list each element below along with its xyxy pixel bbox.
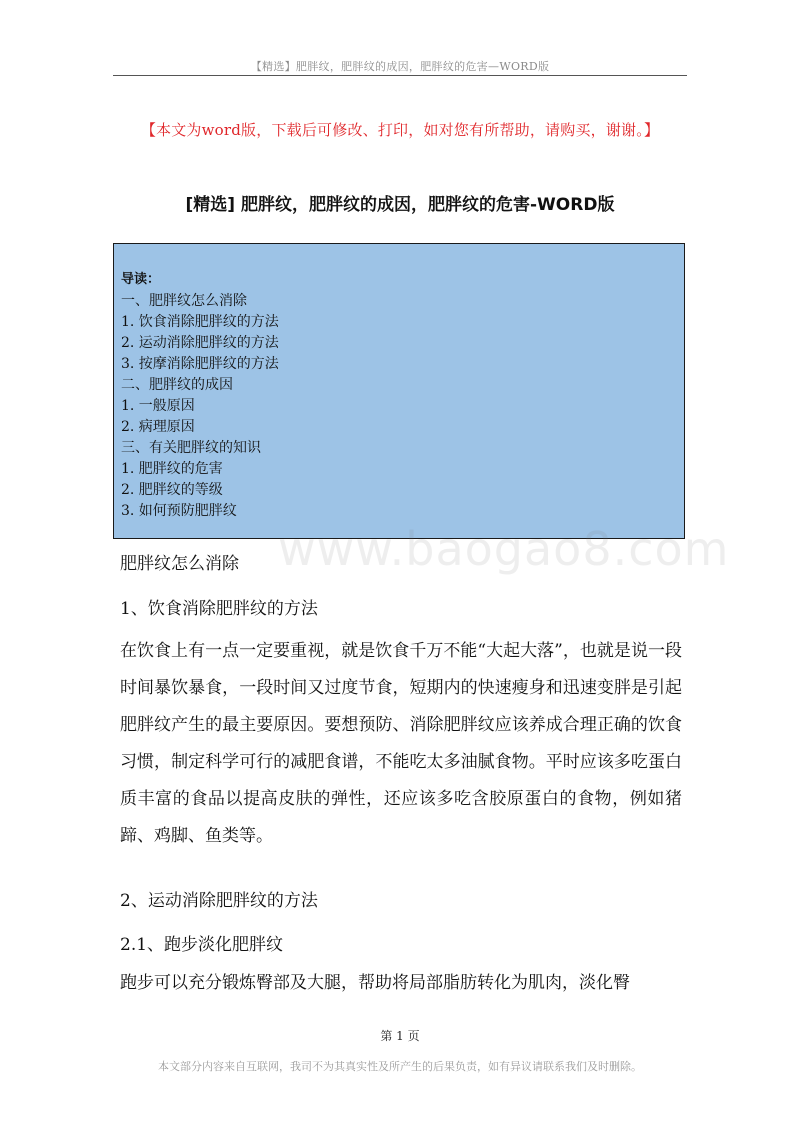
section-heading: 肥胖纹怎么消除 — [120, 554, 239, 574]
running-header: 【精选】肥胖纹，肥胖纹的成因，肥胖纹的危害—WORD版 — [250, 60, 550, 73]
paragraph-diet: 在饮食上有一点一定要重视，就是饮食千万不能“大起大落”，也就是说一段时间暴饮暴食，一段时间又过度节食，短期内的快速瘦身和迅速变胖是引起肥胖纹产生的最主要原因。要想预防、消除肥胖纹应该养成合理正确的饮食习惯，制定科学可行的减肥食谱，不能吃太多油腻食物。平时应该多吃蛋白质丰富的食品以提高皮肤的弹性，还应该多吃含胶原蛋白的食物，例如猪蹄、鸡脚、鱼类等。 — [120, 641, 682, 846]
subheading-exercise: 2、运动消除肥胖纹的方法 — [120, 891, 318, 911]
header-divider — [113, 75, 687, 76]
toc-item: 1. 一般原因 — [121, 398, 195, 414]
site-watermark: www.baogao8.com — [278, 522, 730, 576]
toc-item: 1. 肥胖纹的危害 — [121, 461, 223, 477]
toc-item: 三、有关肥胖纹的知识 — [121, 440, 261, 456]
editable-notice: 【本文为word版，下载后可修改、打印，如对您有所帮助，请购买，谢谢。】 — [140, 121, 660, 139]
toc-item: 2. 病理原因 — [121, 419, 195, 435]
toc-item: 3. 如何预防肥胖纹 — [121, 503, 237, 519]
subheading-running: 2.1、跑步淡化肥胖纹 — [120, 935, 284, 955]
toc-item: 2. 运动消除肥胖纹的方法 — [121, 335, 279, 351]
toc-heading: 导读： — [121, 272, 161, 287]
subheading-diet: 1、饮食消除肥胖纹的方法 — [120, 599, 318, 619]
toc-item: 3. 按摩消除肥胖纹的方法 — [121, 356, 279, 372]
table-of-contents — [113, 243, 685, 539]
page-number: 第 1 页 — [380, 1029, 420, 1043]
paragraph-running: 跑步可以充分锻炼臀部及大腿，帮助将局部脂肪转化为肌肉，淡化臀 — [120, 973, 630, 993]
toc-item: 2. 肥胖纹的等级 — [121, 482, 223, 498]
toc-item: 一、肥胖纹怎么消除 — [121, 293, 247, 309]
toc-item: 二、肥胖纹的成因 — [121, 377, 233, 393]
toc-item: 1. 饮食消除肥胖纹的方法 — [121, 314, 279, 330]
footer-disclaimer: 本文部分内容来自互联网，我司不为其真实性及所产生的后果负责，如有异议请联系我们及时删除。 — [158, 1060, 642, 1073]
document-title: [精选] 肥胖纹，肥胖纹的成因，肥胖纹的危害-WORD版 — [185, 195, 615, 215]
